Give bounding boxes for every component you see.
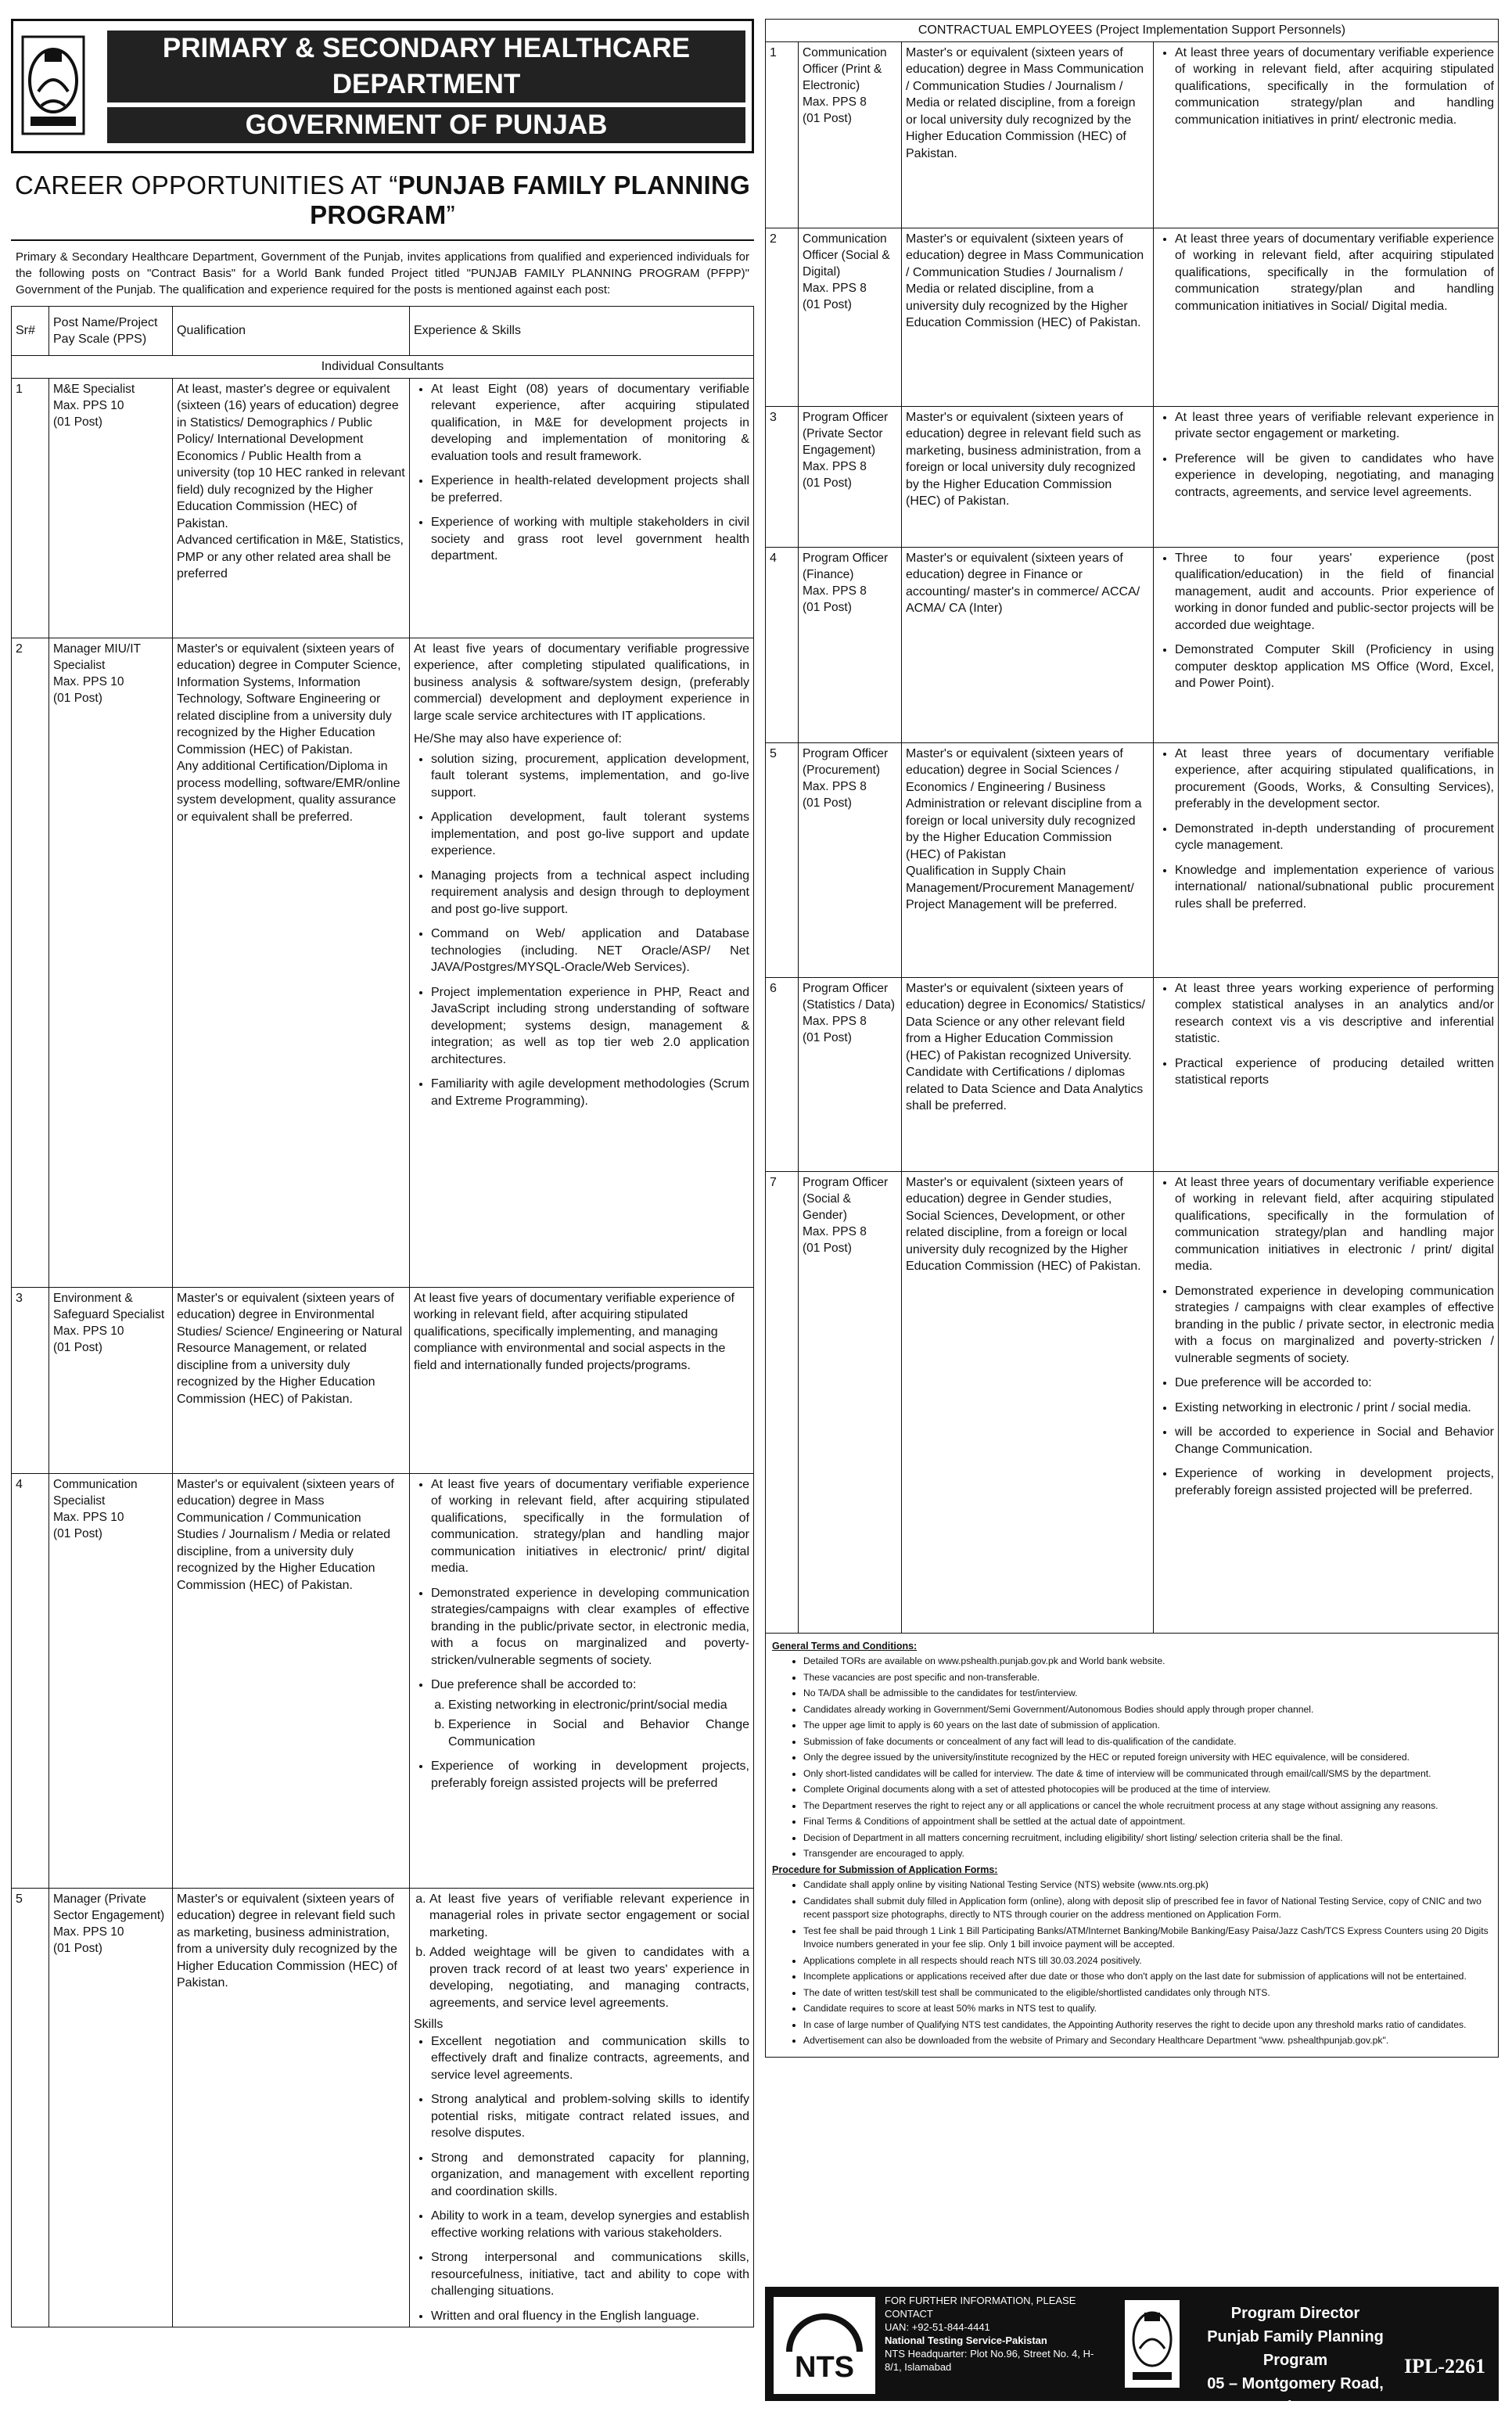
consultants-table <box>11 306 754 2327</box>
skill-item: • Ability to work in a team, develop synergies and establish effective working relations with various stakeholders. <box>431 2208 749 2241</box>
post-cell <box>799 977 902 1171</box>
post-name: Communication Officer (Social & Digital) <box>803 232 890 279</box>
career-prefix: CAREER OPPORTUNITIES AT “ <box>14 171 398 199</box>
term-item: • The upper age limit to apply is 60 years on the last date of submission of application. <box>803 1719 1492 1733</box>
experience-item: • Demonstrated experience in developing communication strategies/campaigns with clear examples of effective branding in the public/private sector, in electronic media, with a focus on marginalized and poverty-stricken/vulnerable segments of society. <box>431 1585 749 1670</box>
experience-item: • Command on Web/ application and Database technologies (including. NET Oracle/ASP/ Net JAVA/Postgres/MYSQL-Oracle/Web Services). <box>431 926 749 976</box>
table-row <box>766 742 1499 977</box>
experience-item: • Application development, fault tolerant systems implementation, and post go-live support and update experience. <box>431 809 749 860</box>
table-row <box>12 378 754 638</box>
procedure-item: • Candidate shall apply online by visiting National Testing Service (NTS) website (www.nts.org.pk) <box>803 1878 1492 1892</box>
post-name: Manager (Private Sector Engagement) <box>53 1892 165 1922</box>
procedure-item: • The date of written test/skill test shall be communicated to the eligible/shortlisted candidates only through NTS. <box>803 1986 1492 2000</box>
post-name: Communication Officer (Print & Electronic) <box>803 45 887 92</box>
experience-item: • Demonstrated experience in developing communication strategies / campaigns with clear examples of effective branding in the public / private sector, in electronic media with a focus on marginalized and poverty-stricken / vulnerable segments of society. <box>1175 1283 1494 1368</box>
pay-scale: Max. PPS 8 <box>803 1014 867 1028</box>
term-item: • These vacancies are post specific and non-transferable. <box>803 1671 1492 1685</box>
experience-cell <box>1154 742 1499 977</box>
sr-cell: 1 <box>766 41 799 228</box>
procedure-item: • Candidate requires to score at least 50% marks in NTS test to qualify. <box>803 2002 1492 2016</box>
pay-scale: Max. PPS 8 <box>803 779 867 793</box>
procedure-item: • Test fee shall be paid through 1 Link 1 Bill Participating Banks/ATM/Internet Banking/Mobile Banking/Easy Paisa/Jazz Cash/TCS Express Counters using 20 Digits Invoice numbers generated in your fee slip. Only 1 bill invoice payment will be accepted. <box>803 1925 1492 1952</box>
experience-cell <box>410 638 754 1287</box>
general-terms-heading: General Terms and Conditions: <box>772 1640 918 1652</box>
table-row <box>12 638 754 1287</box>
sr-cell: 5 <box>766 742 799 977</box>
experience-item: • Experience in health-related development projects shall be preferred. <box>431 473 749 506</box>
qualification-cell: Master's or equivalent (sixteen years of education) degree in Finance or accounting/ master's in commerce/ ACCA/ ACMA/ CA (Inter) <box>902 547 1154 742</box>
signatory-program: Punjab Family Planning Program <box>1207 2328 1384 2369</box>
pay-scale: Max. PPS 10 <box>53 674 124 688</box>
qualification-cell <box>173 378 410 638</box>
post-name: Program Officer (Social & Gender) <box>803 1175 889 1222</box>
sr-cell: 5 <box>12 1888 49 2327</box>
section-row <box>12 356 754 379</box>
pay-scale: Max. PPS 8 <box>803 1224 867 1238</box>
qualification-cell <box>902 742 1154 977</box>
experience-item: • Due preference will be accorded to: <box>1175 1375 1494 1392</box>
signatory <box>1194 2302 1397 2419</box>
experience-item: • At least three years of documentary verifiable experience, after acquiring stipulated qualifications, in procurement (Goods, Works, & Consulting Services), preferably in the development sector. <box>1175 746 1494 813</box>
program-name: PUNJAB FAMILY PLANNING PROGRAM <box>310 171 751 229</box>
experience-cell <box>410 378 754 638</box>
header-experience: Experience & Skills <box>410 307 754 356</box>
qualification-cell: Master's or equivalent (sixteen years of education) degree in Mass Communication / Communication Studies / Journalism / Media or related discipline, from a foreign or local university duly recognized by the Higher Education Commission (HEC) of Pakistan. <box>902 41 1154 228</box>
sr-cell: 1 <box>12 378 49 638</box>
post-cell <box>799 1171 902 1633</box>
post-cell <box>49 638 173 1287</box>
term-item: • Only the degree issued by the university/institute recognized by the HEC or reputed foreign university with HEC equivalence, will be considered. <box>803 1751 1492 1765</box>
experience-item: • At least five years of documentary verifiable experience of working in relevant field, after acquiring stipulated qualifications, specifically in the formulation of communication. strategy/plan and handling major communication initiatives in electronic/ print/ digital media. <box>431 1476 749 1577</box>
skill-item: • Written and oral fluency in the English language. <box>431 2308 749 2325</box>
punjab-government-emblem-icon <box>21 35 85 135</box>
pay-scale: Max. PPS 10 <box>53 1324 124 1338</box>
sr-cell: 6 <box>766 977 799 1171</box>
pay-scale: Max. PPS 8 <box>803 584 867 598</box>
intro-paragraph: Primary & Secondary Healthcare Department, Government of the Punjab, invites applications from qualified and experienced individuals for the following posts on "Contract Basis" for a World Bank funded Project titled "PUNJAB FAMILY PLANNING PROGRAM (PFPP)" Government of the Punjab. The qualification and experience required for the posts is mentioned against each post: <box>16 250 749 297</box>
header-post: Post Name/Project Pay Scale (PPS) <box>49 307 173 356</box>
qualification-preferred: Advanced certification in M&E, Statistics, PMP or any other related area shall be preferred <box>177 534 404 580</box>
qualification-text: At least, master's degree or equivalent (sixteen (16) years of education) degree in Statistics/ Demographics / Public Policy/ International Development Economics / Public Health from a university (top 10 HEC ranked in relevant field) duly recognized by the Higher Education Commission (HEC) of Pakistan. <box>177 382 405 530</box>
table-header-row <box>12 307 754 356</box>
procedure-item: • Candidates shall submit duly filled in Application form (online), along with deposit slip of prescribed fee in favor of National Testing Service, copy of CNIC and two recent passport size photographs, directly to NTS through courier on the address mentioned on Application Form. <box>803 1895 1492 1922</box>
table-row <box>766 41 1499 228</box>
ipl-reference: IPL-2261 <box>1404 2355 1485 2378</box>
department-title <box>107 31 745 148</box>
post-name: Manager MIU/IT Specialist <box>53 642 141 672</box>
term-item: • Complete Original documents along with a set of attested photocopies will be produced at the time of interview. <box>803 1783 1492 1797</box>
sr-cell: 4 <box>12 1473 49 1888</box>
contact-address: NTS Headquarter: Plot No.96, Street No. 4, H-8/1, Islamabad <box>885 2348 1094 2373</box>
preference-heading: Due preference shall be accorded to: <box>431 1678 637 1691</box>
experience-item: • Experience of working with multiple stakeholders in civil society and grass root level government health department. <box>431 514 749 565</box>
experience-item: b. Added weightage will be given to candidates with a proven track record of at least two years' experience in developing, negotiating, and managing contracts, agreements, and service level agreements. <box>429 1944 749 2011</box>
post-cell <box>799 41 902 228</box>
experience-item: • Demonstrated Computer Skill (Proficiency in using computer desktop application MS Office (Word, Excel, and Power Point). <box>1175 642 1494 692</box>
preference-item: a. Existing networking in electronic/print/social media <box>448 1697 749 1714</box>
table-row <box>12 1287 754 1473</box>
experience-item: • will be accorded to experience in Social and Behavior Change Communication. <box>1175 1424 1494 1458</box>
experience-item: • At least Eight (08) years of documentary verifiable relevant experience, after acquiring stipulated qualification, in M&E for development projects in developing and implementation of monitoring & evaluation tools and result framework. <box>431 381 749 465</box>
terms-and-conditions <box>765 1634 1499 2058</box>
term-item: • Transgender are encouraged to apply. <box>803 1847 1492 1861</box>
term-item: • No TA/DA shall be admissible to the candidates for test/interview. <box>803 1687 1492 1701</box>
contact-phone: UAN: +92-51-844-4441 <box>885 2321 990 2333</box>
skill-item: • Strong and demonstrated capacity for planning, organization, and management with excellent reporting and coordination skills. <box>431 2150 749 2201</box>
term-item: • Only short-listed candidates will be called for interview. The date & time of interview will be communicated through email/call/SMS by the department. <box>803 1767 1492 1781</box>
experience-paragraph: At least five years of documentary verifiable progressive experience, after completing stipulated qualifications, in business analysis & software/system design, (preferably commercial) development and deployment experience in large scale service architectures with IT applications. <box>414 642 749 723</box>
qualification-preferred: Any additional Certification/Diploma in process modelling, software/EMR/online system development, quality assurance or equivalent shall be preferred. <box>177 760 400 824</box>
table-row <box>12 1473 754 1888</box>
experience-item: • Project implementation experience in PHP, React and JavaScript including strong understanding of software development; systems design, management & integration; as well as top tier web 2.0 application architectures. <box>431 984 749 1069</box>
post-cell <box>49 378 173 638</box>
post-name: Program Officer (Statistics / Data) <box>803 981 895 1012</box>
experience-item <box>431 1677 749 1750</box>
experience-item: • Practical experience of producing detailed written statistical reports <box>1175 1055 1494 1089</box>
pay-scale: Max. PPS 8 <box>803 459 867 473</box>
punjab-emblem-icon <box>1123 2299 1181 2389</box>
nts-logo-icon <box>772 2295 877 2396</box>
post-count: (01 Post) <box>53 1340 102 1354</box>
qualification-preferred: Qualification in Supply Chain Management/Procurement Management/ Project Management will be preferred. <box>906 864 1134 911</box>
section-row <box>766 20 1499 42</box>
qualification-preferred: Candidate with Certifications / diplomas related to Data Science and Data Analytics shall be preferred. <box>906 1066 1144 1112</box>
skill-item: • Strong analytical and problem-solving skills to identify potential risks, mitigate contract related issues, and resolve disputes. <box>431 2091 749 2142</box>
post-count: (01 Post) <box>53 1941 102 1955</box>
post-count: (01 Post) <box>803 796 852 810</box>
experience-cell <box>1154 1171 1499 1633</box>
term-item: • Candidates already working in Government/Semi Government/Autonomous Bodies should apply through proper channel. <box>803 1703 1492 1717</box>
post-count: (01 Post) <box>53 415 102 429</box>
procedure-item: • Advertisement can also be downloaded from the website of Primary and Secondary Healthcare Department "www. pshealthpunjab.gov.pk". <box>803 2034 1492 2048</box>
experience-item: • Managing projects from a technical aspect including requirement analysis and design through to deployment and post go-live support. <box>431 868 749 918</box>
department-header <box>11 19 754 153</box>
experience-item: • Preference will be given to candidates who have experience in developing, negotiating, and managing contracts, agreements, and service level agreements. <box>1175 451 1494 501</box>
experience-cell <box>410 1888 754 2327</box>
post-name: M&E Specialist <box>53 382 135 396</box>
experience-item: • solution sizing, procurement, application development, fault tolerant systems, implementation, and go-live support. <box>431 751 749 802</box>
qualification-cell: Master's or equivalent (sixteen years of education) degree in relevant field such as marketing, business administration, from a university duly recognized by the Higher Education Commission (HEC) of Pakistan. <box>173 1888 410 2327</box>
career-suffix: ” <box>446 200 455 229</box>
header-qualification: Qualification <box>173 307 410 356</box>
experience-cell <box>1154 228 1499 406</box>
qualification-cell: Master's or equivalent (sixteen years of education) degree in Gender studies, Social Sciences, Development, or other related discipline, from a foreign or local university duly recognized by the Higher Education Commission (HEC) of Pakistan. <box>902 1171 1154 1633</box>
left-column <box>11 19 754 2401</box>
qualification-cell: Master's or equivalent (sixteen years of education) degree in Mass Communication / Communication Studies / Journalism / Media or related discipline, from a university duly recognized by the Higher Education Commission (HEC) of Pakistan. <box>902 228 1154 406</box>
sr-cell: 2 <box>12 638 49 1287</box>
post-count: (01 Post) <box>803 1030 852 1044</box>
experience-item: • Existing networking in electronic / print / social media. <box>1175 1400 1494 1417</box>
qualification-cell <box>902 977 1154 1171</box>
post-name: Program Officer (Finance) <box>803 551 889 581</box>
government-name: GOVERNMENT OF PUNJAB <box>107 107 745 143</box>
table-row <box>766 1171 1499 1633</box>
experience-item: • Three to four years' experience (post qualification/education) in the field of financial management, audit and accounts. Prior experience of working in donor funded and public-sector projects will be accorded due weightage. <box>1175 550 1494 634</box>
skill-item: • Excellent negotiation and communication skills to effectively draft and finalize contracts, agreements, and service level agreements. <box>431 2033 749 2084</box>
post-cell <box>799 228 902 406</box>
experience-item: • At least three years of documentary verifiable experience of working in relevant field, after acquiring stipulated qualifications, specifically in the formulation of communication strategy/plan and handling communication initiatives in Social/ Digital media. <box>1175 231 1494 315</box>
experience-cell <box>1154 977 1499 1171</box>
table-row <box>766 547 1499 742</box>
term-item: • Submission of fake documents or concealment of any fact will lead to dis-qualification of the candidate. <box>803 1735 1492 1749</box>
pay-scale: Max. PPS 10 <box>53 1510 124 1524</box>
qualification-text: Master's or equivalent (sixteen years of education) degree in Social Sciences / Economics / Engineering / Business Administration or relevant discipline from a foreign or local university duly recognized by the Higher Education Commission (HEC) of Pakistan <box>906 746 1142 861</box>
post-name: Communication Specialist <box>53 1477 138 1508</box>
experience-cell: At least five years of documentary verifiable experience of working in relevant field, after acquiring stipulated qualifications, specifically implementing, and managing compliance with environmental and social aspects in the field and internationally funded projects/programs. <box>410 1287 754 1473</box>
experience-item: • At least three years working experience of performing complex statistical analyses in an analytics and/or research context vis a vis descriptive and inferential statistic. <box>1175 980 1494 1048</box>
experience-cell <box>1154 406 1499 547</box>
section-contractual-employees: CONTRACTUAL EMPLOYEES (Project Implementation Support Personnels) <box>766 20 1499 42</box>
department-name: PRIMARY & SECONDARY HEALTHCARE DEPARTMENT <box>107 31 745 102</box>
experience-item: a. At least five years of verifiable relevant experience in managerial roles in private sector engagement or social marketing. <box>429 1891 749 1942</box>
qualification-cell: Master's or equivalent (sixteen years of education) degree in Environmental Studies/ Science/ Engineering or Natural Resource Management, or related discipline from a university duly recognized by the Higher Education Commission (HEC) of Pakistan. <box>173 1287 410 1473</box>
contact-info <box>885 2294 1104 2374</box>
experience-cell <box>1154 547 1499 742</box>
term-item: • Final Terms & Conditions of appointment shall be settled at the actual date of appointment. <box>803 1815 1492 1829</box>
table-row <box>766 228 1499 406</box>
experience-item: • At least three years of verifiable relevant experience in private sector engagement or marketing. <box>1175 409 1494 443</box>
post-count: (01 Post) <box>53 1526 102 1540</box>
table-row <box>12 1888 754 2327</box>
post-cell <box>799 742 902 977</box>
experience-item: • Experience of working in development projects, preferably foreign assisted projected will be preferred. <box>1175 1465 1494 1499</box>
sr-cell: 7 <box>766 1171 799 1633</box>
career-heading <box>11 153 754 241</box>
skill-item: • Strong interpersonal and communications skills, resourcefulness, initiative, tact and ability to cope with challenging situations. <box>431 2249 749 2300</box>
post-name: Program Officer (Private Sector Engagement) <box>803 410 889 457</box>
qualification-cell <box>173 638 410 1287</box>
pay-scale: Max. PPS 8 <box>803 95 867 109</box>
experience-item: • Knowledge and implementation experience of various international/ national/subnational public procurement rules shall be preferred. <box>1175 862 1494 913</box>
procedure-item: • Applications complete in all respects should reach NTS till 30.03.2024 positively. <box>803 1954 1492 1968</box>
term-item: • The Department reserves the right to reject any or all applications or cancel the whole recruitment process at any stage without assigning any reasons. <box>803 1799 1492 1813</box>
experience-item: • At least three years of documentary verifiable experience of working in relevant field, after acquiring stipulated qualifications, specifically in the formulation of communication strategy/plan and handling communication initiatives in print/ electronic media. <box>1175 45 1494 129</box>
preference-item: b. Experience in Social and Behavior Change Communication <box>448 1716 749 1750</box>
procedure-item: • In case of large number of Qualifying NTS test candidates, the Appointing Authority reserves the right to decide upon any threshold marks ratio of candidates. <box>803 2018 1492 2033</box>
signatory-title: Program Director <box>1230 2305 1360 2322</box>
header-sr: Sr# <box>12 307 49 356</box>
qualification-cell: Master's or equivalent (sixteen years of education) degree in relevant field such as marketing, business administration, from a foreign or local university duly recognized by the Higher Education Commission (HEC) of Pakistan. <box>902 406 1154 547</box>
post-cell <box>799 406 902 547</box>
contact-title: FOR FURTHER INFORMATION, PLEASE CONTACT <box>885 2295 1076 2320</box>
post-cell <box>49 1473 173 1888</box>
experience-cell <box>410 1473 754 1888</box>
experience-item: • Familiarity with agile development methodologies (Scrum and Extreme Programming). <box>431 1076 749 1109</box>
post-count: (01 Post) <box>53 691 102 705</box>
nts-logo-text: NTS <box>795 2351 854 2384</box>
post-count: (01 Post) <box>803 297 852 311</box>
post-cell <box>49 1287 173 1473</box>
pay-scale: Max. PPS 10 <box>53 398 124 412</box>
table-row <box>766 406 1499 547</box>
procedure-heading: Procedure for Submission of Application Forms: <box>772 1864 998 1875</box>
pay-scale: Max. PPS 10 <box>53 1925 124 1939</box>
sr-cell: 3 <box>12 1287 49 1473</box>
contact-organization: National Testing Service-Pakistan <box>885 2335 1047 2346</box>
right-column <box>765 19 1499 2416</box>
experience-item: • Demonstrated in-depth understanding of procurement cycle management. <box>1175 821 1494 854</box>
experience-item: • At least three years of documentary verifiable experience of working in relevant field, after acquiring stipulated qualifications, specifically in the formulation of communication strategy/plan and handling major communication initiatives in electronic / print/ digital media. <box>1175 1174 1494 1275</box>
section-individual-consultants: Individual Consultants <box>12 356 754 379</box>
post-name: Environment & Safeguard Specialist <box>53 1291 165 1321</box>
qualification-text: Master's or equivalent (sixteen years of education) degree in Computer Science, Information Systems, Information Technology, Software Engineering or related discipline from a university duly recognized by the Higher Education Commission (HEC) of Pakistan. <box>177 642 401 757</box>
experience-item: • Experience of working in development projects, preferably foreign assisted projects will be preferred <box>431 1758 749 1792</box>
post-count: (01 Post) <box>803 600 852 614</box>
qualification-cell: Master's or equivalent (sixteen years of education) degree in Mass Communication / Communication Studies / Journalism / Media or related discipline, from a university duly recognized by the Higher Education Commission (HEC) of Pakistan. <box>173 1473 410 1888</box>
experience-subheading: He/She may also have experience of: <box>414 732 622 746</box>
signatory-address: 05 – Montgomery Road, Lahore <box>1207 2375 1384 2416</box>
post-count: (01 Post) <box>803 476 852 490</box>
term-item: • Detailed TORs are available on www.pshealth.punjab.gov.pk and World bank website. <box>803 1655 1492 1669</box>
pay-scale: Max. PPS 8 <box>803 281 867 295</box>
experience-cell <box>1154 41 1499 228</box>
post-name: Program Officer (Procurement) <box>803 746 889 777</box>
post-cell <box>799 547 902 742</box>
table-row <box>766 977 1499 1171</box>
footer-bar <box>765 2287 1499 2416</box>
term-item: • Decision of Department in all matters concerning recruitment, including eligibility/ short listing/ selection criteria shall be the final. <box>803 1831 1492 1846</box>
contractual-table <box>765 19 1499 1634</box>
post-cell <box>49 1888 173 2327</box>
sr-cell: 3 <box>766 406 799 547</box>
sr-cell: 2 <box>766 228 799 406</box>
qualification-text: Master's or equivalent (sixteen years of education) degree in Economics/ Statistics/ Data Science or any other relevant field from a Higher Education Commission (HEC) of Pakistan recognized University. <box>906 981 1145 1062</box>
post-count: (01 Post) <box>803 111 852 125</box>
sr-cell: 4 <box>766 547 799 742</box>
post-count: (01 Post) <box>803 1241 852 1255</box>
procedure-item: • Incomplete applications or applications received after due date or those who don't apply on the last date for submission of applications will not be entertained. <box>803 1970 1492 1984</box>
skills-heading: Skills <box>414 2018 444 2031</box>
